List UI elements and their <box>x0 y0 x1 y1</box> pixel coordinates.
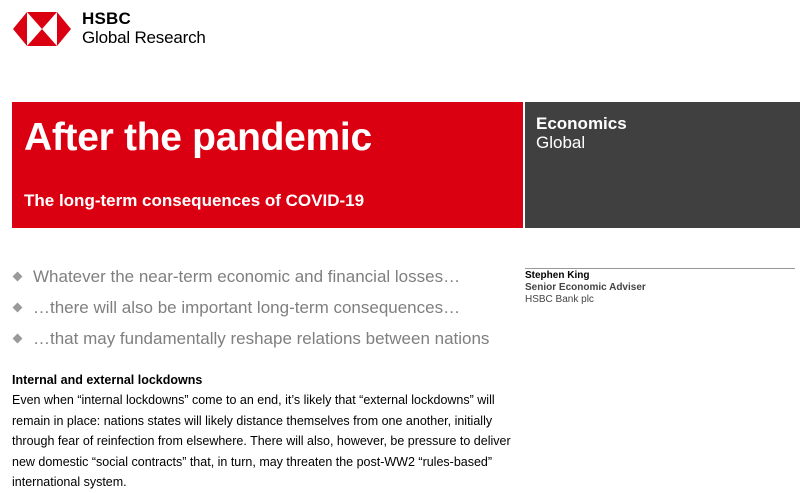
region-label: Global <box>536 133 586 152</box>
summary-bullets <box>12 261 489 354</box>
category-panel <box>525 102 800 228</box>
title-banner <box>12 102 523 228</box>
diamond-bullet-icon <box>13 334 23 344</box>
hsbc-hexagon-icon <box>13 12 71 46</box>
bullet-item: …there will also be important long-term consequences… <box>12 292 489 323</box>
brand-subtitle: Global Research <box>82 28 206 47</box>
section-heading: Internal and external lockdowns <box>12 373 203 387</box>
diamond-bullet-icon <box>13 303 23 313</box>
author-org: HSBC Bank plc <box>525 294 594 305</box>
section-body: Even when “internal lockdowns” come to an end, it’s likely that “external lockdowns” will remain in place: nations states will likely distance themselves from one another, initially through fear of reinfection from elsewhere. There will also, however, be pressure to deliver new domestic “social contracts” that, in turn, may threaten the post-WW2 “rules-based” international system. <box>12 393 511 489</box>
author-name: Stephen King <box>525 270 590 281</box>
bullet-item: …that may fundamentally reshape relations between nations <box>12 323 489 354</box>
category-label: Economics <box>536 114 627 133</box>
author-title: Senior Economic Adviser <box>525 282 646 293</box>
brand-name: HSBC <box>82 9 131 28</box>
bullet-item: Whatever the near-term economic and financial losses… <box>12 261 489 292</box>
page-subtitle: The long-term consequences of COVID-19 <box>24 191 365 210</box>
hsbc-logo <box>13 12 71 46</box>
diamond-bullet-icon <box>13 272 23 282</box>
page-title: After the pandemic <box>24 116 372 159</box>
author-block <box>525 268 795 306</box>
